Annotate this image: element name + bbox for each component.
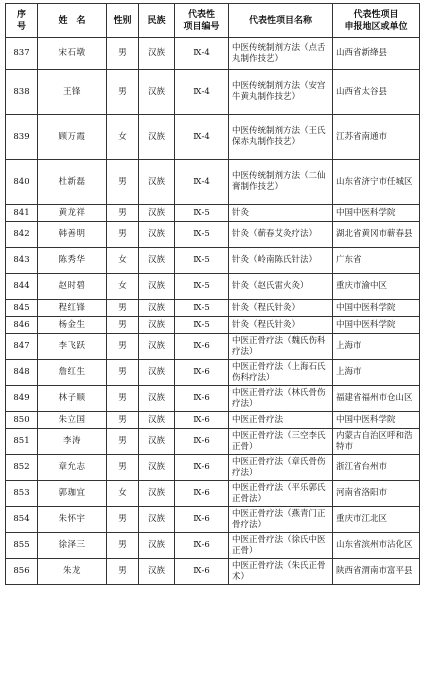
cell-sex: 男: [107, 300, 139, 317]
cell-region: 山西省新绛县: [333, 38, 420, 70]
cell-name: 宋石墩: [38, 38, 107, 70]
cell-name: 王锋: [38, 70, 107, 115]
cell-project: 中医正骨疗法（魏氏伤科疗法）: [229, 334, 333, 360]
cell-code: Ⅸ-6: [175, 507, 229, 533]
header-no: 序 号: [6, 4, 38, 38]
cell-project: 中医正骨疗法（燕青门正骨疗法）: [229, 507, 333, 533]
cell-ethnicity: 汉族: [139, 360, 175, 386]
cell-region: 重庆市渝中区: [333, 274, 420, 300]
cell-sex: 男: [107, 317, 139, 334]
cell-sex: 女: [107, 248, 139, 274]
cell-ethnicity: 汉族: [139, 248, 175, 274]
table-row: [6, 559, 420, 585]
cell-ethnicity: 汉族: [139, 334, 175, 360]
cell-region: 广东省: [333, 248, 420, 274]
cell-project: 中医传统制剂方法（二仙膏制作技艺）: [229, 160, 333, 205]
cell-region: 内蒙古自治区呼和浩特市: [333, 429, 420, 455]
cell-ethnicity: 汉族: [139, 160, 175, 205]
cell-project: 中医正骨疗法（林氏骨伤疗法）: [229, 386, 333, 412]
cell-region: 山东省济宁市任城区: [333, 160, 420, 205]
cell-project: 针灸: [229, 205, 333, 222]
cell-no: 837: [6, 38, 38, 70]
cell-ethnicity: 汉族: [139, 317, 175, 334]
cell-code: Ⅸ-4: [175, 38, 229, 70]
cell-project: 针灸（赵氏雷火灸）: [229, 274, 333, 300]
cell-ethnicity: 汉族: [139, 455, 175, 481]
cell-region: 上海市: [333, 334, 420, 360]
cell-name: 杨金生: [38, 317, 107, 334]
cell-region: 江苏省南通市: [333, 115, 420, 160]
table-row: [6, 222, 420, 248]
cell-code: Ⅸ-5: [175, 248, 229, 274]
cell-name: 黄龙祥: [38, 205, 107, 222]
cell-no: 851: [6, 429, 38, 455]
cell-sex: 男: [107, 455, 139, 481]
cell-code: Ⅸ-6: [175, 481, 229, 507]
cell-ethnicity: 汉族: [139, 205, 175, 222]
cell-code: Ⅸ-6: [175, 386, 229, 412]
cell-no: 843: [6, 248, 38, 274]
cell-project: 中医正骨疗法: [229, 412, 333, 429]
cell-region: 陕西省渭南市富平县: [333, 559, 420, 585]
header-region: 代表性项目 申报地区或单位: [333, 4, 420, 38]
cell-ethnicity: 汉族: [139, 300, 175, 317]
table-row: [6, 300, 420, 317]
cell-ethnicity: 汉族: [139, 559, 175, 585]
cell-ethnicity: 汉族: [139, 70, 175, 115]
table-row: [6, 205, 420, 222]
cell-ethnicity: 汉族: [139, 533, 175, 559]
cell-region: 重庆市江北区: [333, 507, 420, 533]
cell-name: 程红锋: [38, 300, 107, 317]
cell-ethnicity: 汉族: [139, 274, 175, 300]
cell-code: Ⅸ-5: [175, 300, 229, 317]
cell-name: 顾万霞: [38, 115, 107, 160]
cell-region: 山西省太谷县: [333, 70, 420, 115]
cell-code: Ⅸ-6: [175, 533, 229, 559]
cell-code: Ⅸ-6: [175, 334, 229, 360]
cell-code: Ⅸ-6: [175, 559, 229, 585]
table-row: [6, 481, 420, 507]
cell-ethnicity: 汉族: [139, 481, 175, 507]
cell-project: 中医传统制剂方法（点舌丸制作技艺）: [229, 38, 333, 70]
cell-project: 中医正骨疗法（章氏骨伤疗法）: [229, 455, 333, 481]
cell-name: 杜新磊: [38, 160, 107, 205]
cell-ethnicity: 汉族: [139, 386, 175, 412]
cell-no: 845: [6, 300, 38, 317]
table-row: [6, 38, 420, 70]
cell-ethnicity: 汉族: [139, 38, 175, 70]
cell-region: 上海市: [333, 360, 420, 386]
cell-no: 841: [6, 205, 38, 222]
cell-sex: 男: [107, 507, 139, 533]
cell-name: 徐泽三: [38, 533, 107, 559]
cell-project: 中医正骨疗法（徐氏中医正骨）: [229, 533, 333, 559]
table-row: [6, 160, 420, 205]
cell-name: 韩善明: [38, 222, 107, 248]
cell-region: 中国中医科学院: [333, 205, 420, 222]
cell-name: 林子顺: [38, 386, 107, 412]
cell-code: Ⅸ-4: [175, 160, 229, 205]
header-sex: 性别: [107, 4, 139, 38]
cell-name: 陈秀华: [38, 248, 107, 274]
cell-no: 850: [6, 412, 38, 429]
cell-sex: 女: [107, 481, 139, 507]
header-project: 代表性项目名称: [229, 4, 333, 38]
inheritors-table: [5, 3, 420, 585]
cell-region: 福建省福州市仓山区: [333, 386, 420, 412]
cell-ethnicity: 汉族: [139, 222, 175, 248]
cell-no: 855: [6, 533, 38, 559]
cell-project: 中医正骨疗法（上海石氏伤科疗法）: [229, 360, 333, 386]
table-row: [6, 533, 420, 559]
header-ethnicity: 民族: [139, 4, 175, 38]
table-row: [6, 455, 420, 481]
table-row: [6, 334, 420, 360]
cell-sex: 男: [107, 222, 139, 248]
table-body: [6, 38, 420, 585]
cell-sex: 男: [107, 360, 139, 386]
cell-project: 针灸（岭南陈氏针法）: [229, 248, 333, 274]
cell-ethnicity: 汉族: [139, 507, 175, 533]
cell-no: 856: [6, 559, 38, 585]
cell-no: 846: [6, 317, 38, 334]
cell-region: 中国中医科学院: [333, 300, 420, 317]
cell-sex: 男: [107, 205, 139, 222]
table-row: [6, 274, 420, 300]
cell-name: 郭珈宜: [38, 481, 107, 507]
cell-project: 针灸（蕲春艾灸疗法）: [229, 222, 333, 248]
cell-sex: 男: [107, 70, 139, 115]
cell-region: 中国中医科学院: [333, 317, 420, 334]
cell-no: 840: [6, 160, 38, 205]
cell-name: 詹红生: [38, 360, 107, 386]
cell-region: 湖北省黄冈市蕲春县: [333, 222, 420, 248]
cell-no: 842: [6, 222, 38, 248]
cell-sex: 男: [107, 559, 139, 585]
cell-project: 中医正骨疗法（平乐郭氏正骨法）: [229, 481, 333, 507]
cell-region: 浙江省台州市: [333, 455, 420, 481]
cell-project: 针灸（程氏针灸）: [229, 317, 333, 334]
cell-code: Ⅸ-4: [175, 115, 229, 160]
cell-region: 中国中医科学院: [333, 412, 420, 429]
cell-code: Ⅸ-5: [175, 317, 229, 334]
cell-code: Ⅸ-5: [175, 222, 229, 248]
cell-name: 朱怀宇: [38, 507, 107, 533]
cell-sex: 男: [107, 38, 139, 70]
table-row: [6, 115, 420, 160]
cell-code: Ⅸ-5: [175, 205, 229, 222]
cell-sex: 男: [107, 429, 139, 455]
cell-name: 章允志: [38, 455, 107, 481]
cell-name: 李涛: [38, 429, 107, 455]
cell-name: 朱龙: [38, 559, 107, 585]
cell-project: 中医传统制剂方法（安宫牛黄丸制作技艺）: [229, 70, 333, 115]
cell-sex: 男: [107, 160, 139, 205]
table-row: [6, 360, 420, 386]
cell-sex: 男: [107, 386, 139, 412]
table-row: [6, 412, 420, 429]
cell-name: 李飞跃: [38, 334, 107, 360]
cell-no: 849: [6, 386, 38, 412]
cell-project: 中医正骨疗法（朱氏正骨术）: [229, 559, 333, 585]
cell-no: 847: [6, 334, 38, 360]
cell-no: 853: [6, 481, 38, 507]
cell-sex: 男: [107, 334, 139, 360]
table-row: [6, 317, 420, 334]
cell-sex: 女: [107, 115, 139, 160]
cell-name: 朱立国: [38, 412, 107, 429]
table-row: [6, 507, 420, 533]
cell-no: 839: [6, 115, 38, 160]
cell-code: Ⅸ-6: [175, 455, 229, 481]
header-code: 代表性 项目编号: [175, 4, 229, 38]
table-header: [6, 4, 420, 38]
cell-ethnicity: 汉族: [139, 429, 175, 455]
cell-sex: 女: [107, 274, 139, 300]
cell-project: 中医正骨疗法（三空李氏正骨）: [229, 429, 333, 455]
cell-region: 山东省滨州市沾化区: [333, 533, 420, 559]
cell-name: 赵时碧: [38, 274, 107, 300]
table-row: [6, 70, 420, 115]
cell-region: 河南省洛阳市: [333, 481, 420, 507]
cell-no: 848: [6, 360, 38, 386]
header-name: 姓 名: [38, 4, 107, 38]
table-row: [6, 248, 420, 274]
cell-project: 针灸（程氏针灸）: [229, 300, 333, 317]
cell-code: Ⅸ-6: [175, 360, 229, 386]
cell-no: 844: [6, 274, 38, 300]
cell-sex: 男: [107, 412, 139, 429]
cell-no: 854: [6, 507, 38, 533]
cell-no: 838: [6, 70, 38, 115]
cell-ethnicity: 汉族: [139, 115, 175, 160]
cell-code: Ⅸ-4: [175, 70, 229, 115]
table-row: [6, 386, 420, 412]
cell-ethnicity: 汉族: [139, 412, 175, 429]
cell-code: Ⅸ-6: [175, 412, 229, 429]
cell-code: Ⅸ-5: [175, 274, 229, 300]
cell-no: 852: [6, 455, 38, 481]
cell-sex: 男: [107, 533, 139, 559]
cell-project: 中医传统制剂方法（王氏保赤丸制作技艺）: [229, 115, 333, 160]
header-row: [6, 4, 420, 38]
cell-code: Ⅸ-6: [175, 429, 229, 455]
table-row: [6, 429, 420, 455]
